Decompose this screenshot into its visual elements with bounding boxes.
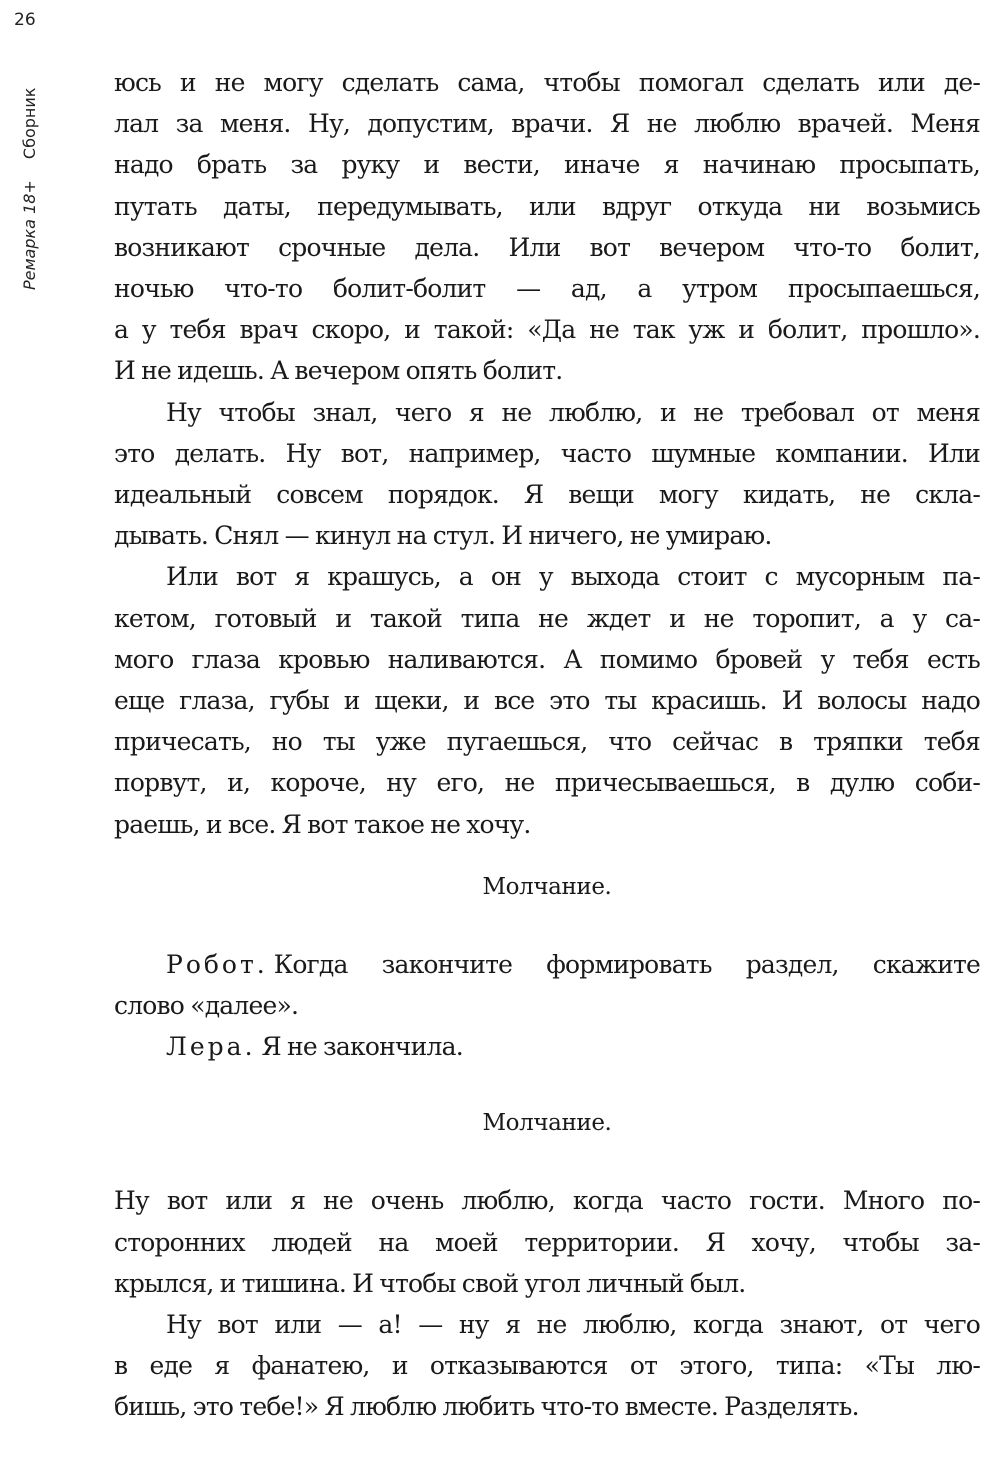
dialogue-text: слово «далее». bbox=[114, 991, 299, 1021]
running-head-collection: Сборник bbox=[20, 87, 39, 160]
text-line: Ну вот или — а! — ну я не люблю, когда знают, от чего bbox=[166, 1310, 980, 1340]
text-line: юсь и не могу сделать сама, чтобы помогал сделать или де- bbox=[114, 68, 980, 97]
running-head bbox=[20, 30, 44, 290]
stage-direction: Молчание. bbox=[482, 873, 612, 900]
text-line: порвут, и, короче, ну его, не причесываешься, в дулю соби- bbox=[114, 768, 980, 798]
text-line: а у тебя врач скоро, и такой: «Да не так уж и болит, прошло». bbox=[114, 315, 980, 345]
text-line: причесать, но ты уже пугаешься, что сейчас в тряпки тебя bbox=[114, 727, 980, 757]
paragraph-5 bbox=[114, 1304, 980, 1428]
speaker-name: Лера. bbox=[166, 1032, 256, 1062]
text-line: это делать. Ну вот, например, часто шумные компании. Или bbox=[114, 438, 980, 468]
text-line: бишь, это тебе!» Я люблю любить что-то вместе. Разделять. bbox=[114, 1392, 859, 1422]
stage-direction: Молчание. bbox=[482, 1110, 612, 1137]
text-line: возникают срочные дела. Или вот вечером что-то болит, bbox=[114, 232, 980, 262]
text-line: крылся, и тишина. И чтобы свой угол личный был. bbox=[114, 1268, 746, 1298]
paragraph-3 bbox=[114, 556, 980, 844]
text-line: ночью что-то болит-болит — ад, а утром просыпаешься, bbox=[114, 274, 980, 304]
text-line: Или вот я крашусь, а он у выхода стоит с мусорным па- bbox=[166, 562, 980, 592]
text-line: И не идешь. А вечером опять болит. bbox=[114, 356, 563, 386]
lera-line-first bbox=[114, 1026, 980, 1067]
robot-line-first bbox=[114, 944, 980, 985]
text-line: надо брать за руку и вести, иначе я начинаю просыпать, bbox=[114, 150, 980, 180]
paragraph-2 bbox=[114, 392, 980, 557]
dialogue-text: Я не закончила. bbox=[261, 1032, 463, 1062]
text-line: сторонних людей на моей территории. Я хочу, чтобы за- bbox=[114, 1227, 980, 1257]
speaker-name: Робот. bbox=[166, 949, 268, 979]
dialogue-text: Когда закончите формировать раздел, скажите bbox=[273, 949, 980, 979]
text-line: еще глаза, губы и щеки, и все это ты красишь. И волосы надо bbox=[114, 686, 980, 716]
text-line: Ну вот или я не очень люблю, когда часто гости. Много по- bbox=[114, 1186, 980, 1216]
robot-line bbox=[114, 944, 980, 1026]
text-line: в еде я фанатею, и отказываются от этого, типа: «Ты лю- bbox=[114, 1351, 980, 1381]
text-line: путать даты, передумывать, или вдруг откуда ни возьмись bbox=[114, 191, 980, 221]
lera-line bbox=[114, 1026, 980, 1067]
text-line: раешь, и все. Я вот такое не хочу. bbox=[114, 809, 531, 839]
paragraph-4 bbox=[114, 1180, 980, 1304]
paragraph-1 bbox=[114, 62, 980, 392]
text-line: мого глаза кровью наливаются. А помимо бровей у тебя есть bbox=[114, 644, 980, 674]
page-number: 26 bbox=[14, 10, 36, 30]
text-line: Ну чтобы знал, чего я не люблю, и не требовал от меня bbox=[166, 397, 980, 427]
text-line: идеальный совсем порядок. Я вещи могу кидать, не скла- bbox=[114, 480, 980, 510]
running-head-series: Ремарка 18+ bbox=[20, 180, 39, 290]
text-line: лал за меня. Ну, допустим, врачи. Я не люблю врачей. Меня bbox=[114, 109, 980, 139]
text-line: дывать. Снял — кинул на стул. И ничего, не умираю. bbox=[114, 521, 772, 551]
page-body bbox=[114, 62, 980, 1428]
text-line: кетом, готовый и такой типа не ждет и не торопит, а у са- bbox=[114, 603, 980, 633]
